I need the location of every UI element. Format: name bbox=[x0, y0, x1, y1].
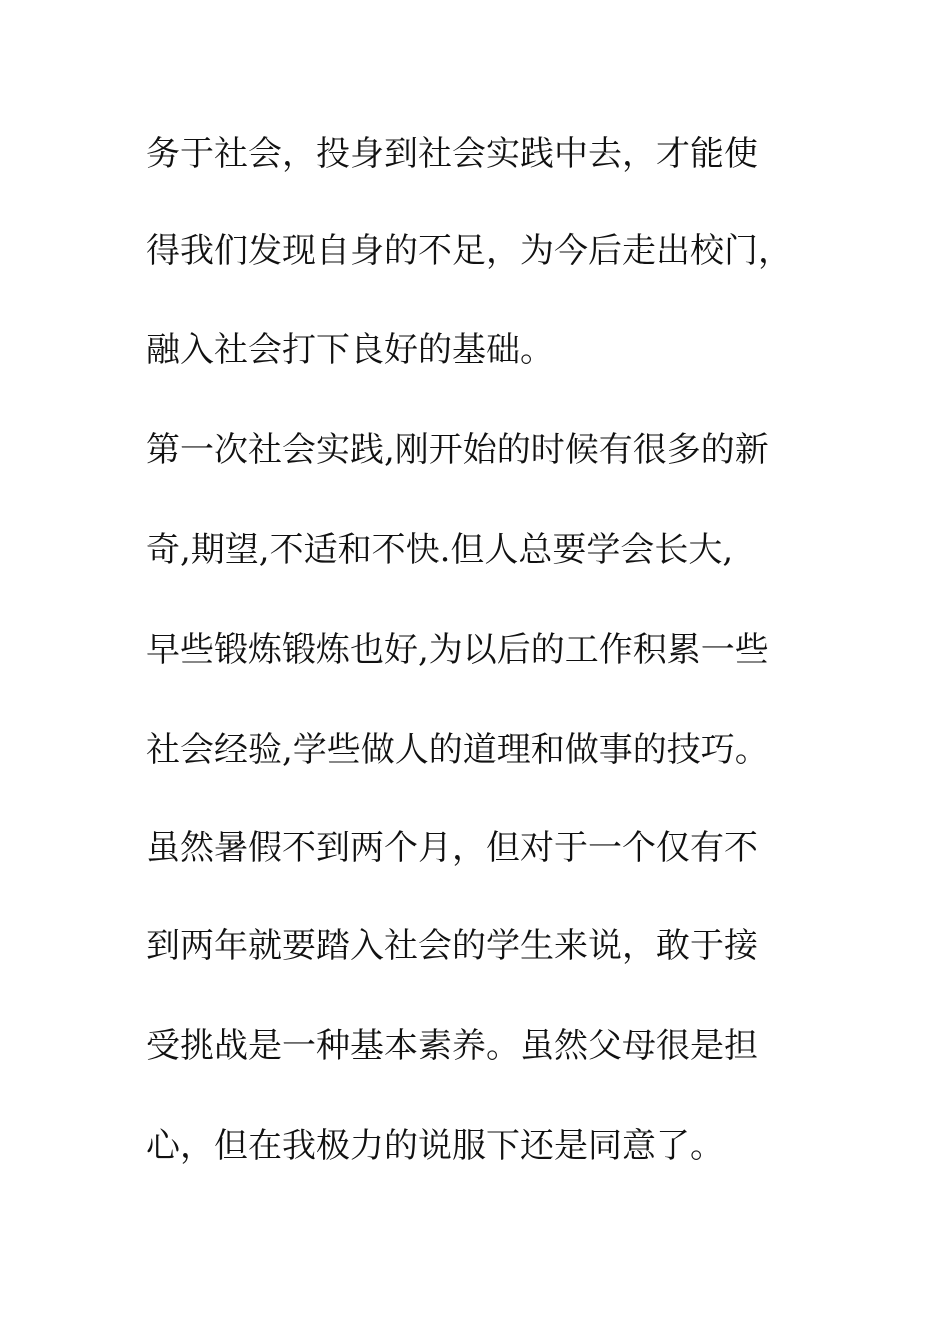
text-line: 早些锻炼锻炼也好,为以后的工作积累一些 bbox=[146, 630, 769, 670]
text-line: 受挑战是一种基本素养。虽然父母很是担 bbox=[146, 1026, 758, 1066]
text-line: 到两年就要踏入社会的学生来说，敢于接 bbox=[146, 926, 758, 966]
text-line: 融入社会打下良好的基础。 bbox=[146, 330, 554, 370]
text-line: 虽然暑假不到两个月，但对于一个仅有不 bbox=[146, 828, 758, 868]
text-line: 奇,期望,不适和不快.但人总要学会长大, bbox=[146, 530, 734, 570]
text-line: 务于社会，投身到社会实践中去，才能使 bbox=[146, 134, 758, 174]
text-line: 社会经验,学些做人的道理和做事的技巧。 bbox=[146, 730, 769, 770]
text-line: 第一次社会实践,刚开始的时候有很多的新 bbox=[146, 430, 769, 470]
text-line: 心，但在我极力的说服下还是同意了。 bbox=[146, 1126, 724, 1166]
text-line: 得我们发现自身的不足，为今后走出校门， bbox=[146, 231, 792, 271]
